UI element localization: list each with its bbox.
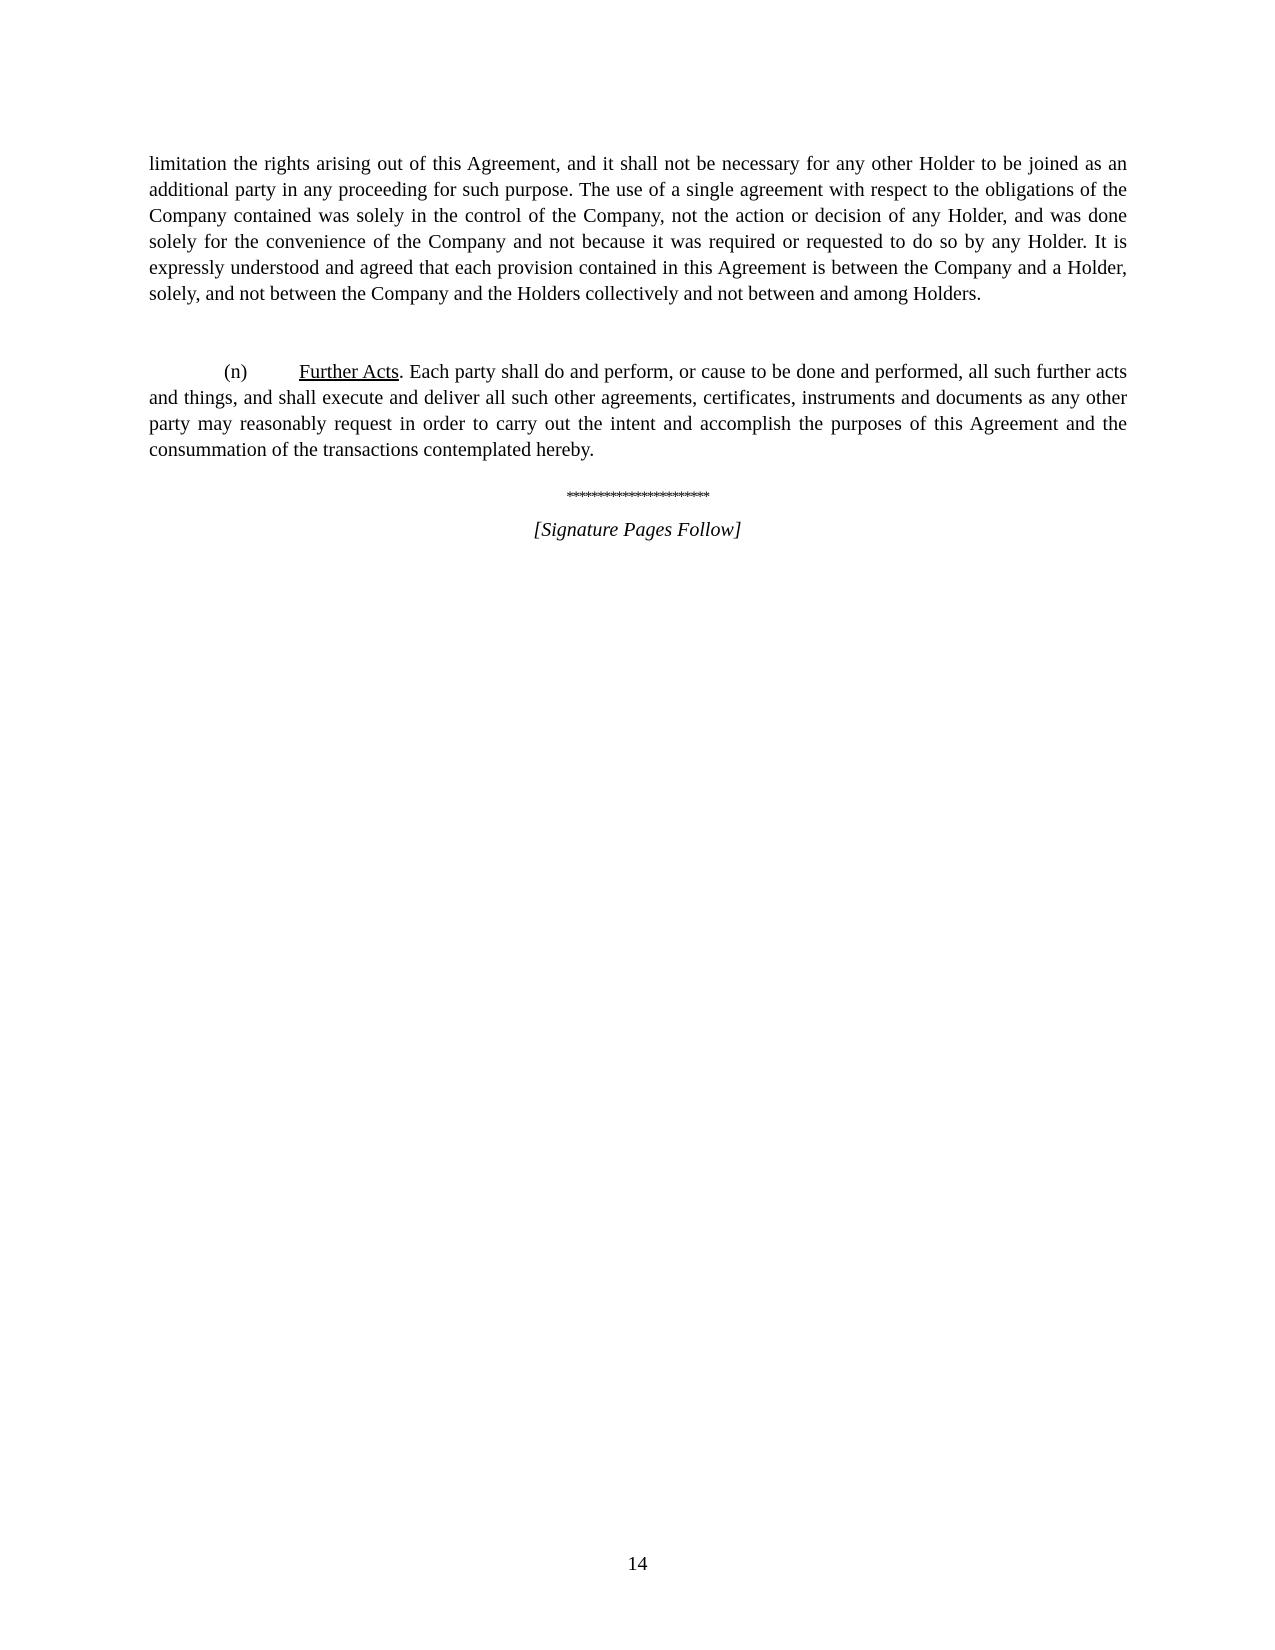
separator-asterisks: ***********************: [566, 489, 709, 505]
continuation-paragraph: limitation the rights arising out of this Agreement, and it shall not be necessary for any other Holder to be joined as an additional party in any proceeding for such purpose. The use of a single agreement with respect to the obligations of the Company contained was solely in the control of the Company, not the action or decision of any Holder, and was done solely for the convenience of the Company and not because it was required or requested to do so by any Holder. It is expressly understood and agreed that each provision contained in this Agreement is between the Company and a Holder, solely, and not between the Company and the Holders collectively and not between and among Holders.: [149, 153, 1127, 305]
section-heading: Further Acts: [299, 361, 399, 383]
section-number: (n): [224, 361, 248, 383]
page-number: 14: [627, 1553, 648, 1575]
section-text: . Each party shall do and perform, or cause to be done and performed, all such further acts and things, and shall execute and deliver all such other agreements, certificates, instruments and documents as any other party may reasonably request in order to carry out the intent and accomplish the purposes of this Agreement and the consummation of the transactions contemplated hereby.: [149, 361, 1128, 461]
section-n-paragraph: [149, 359, 1127, 463]
signature-pages-note: [Signature Pages Follow]: [533, 519, 742, 541]
